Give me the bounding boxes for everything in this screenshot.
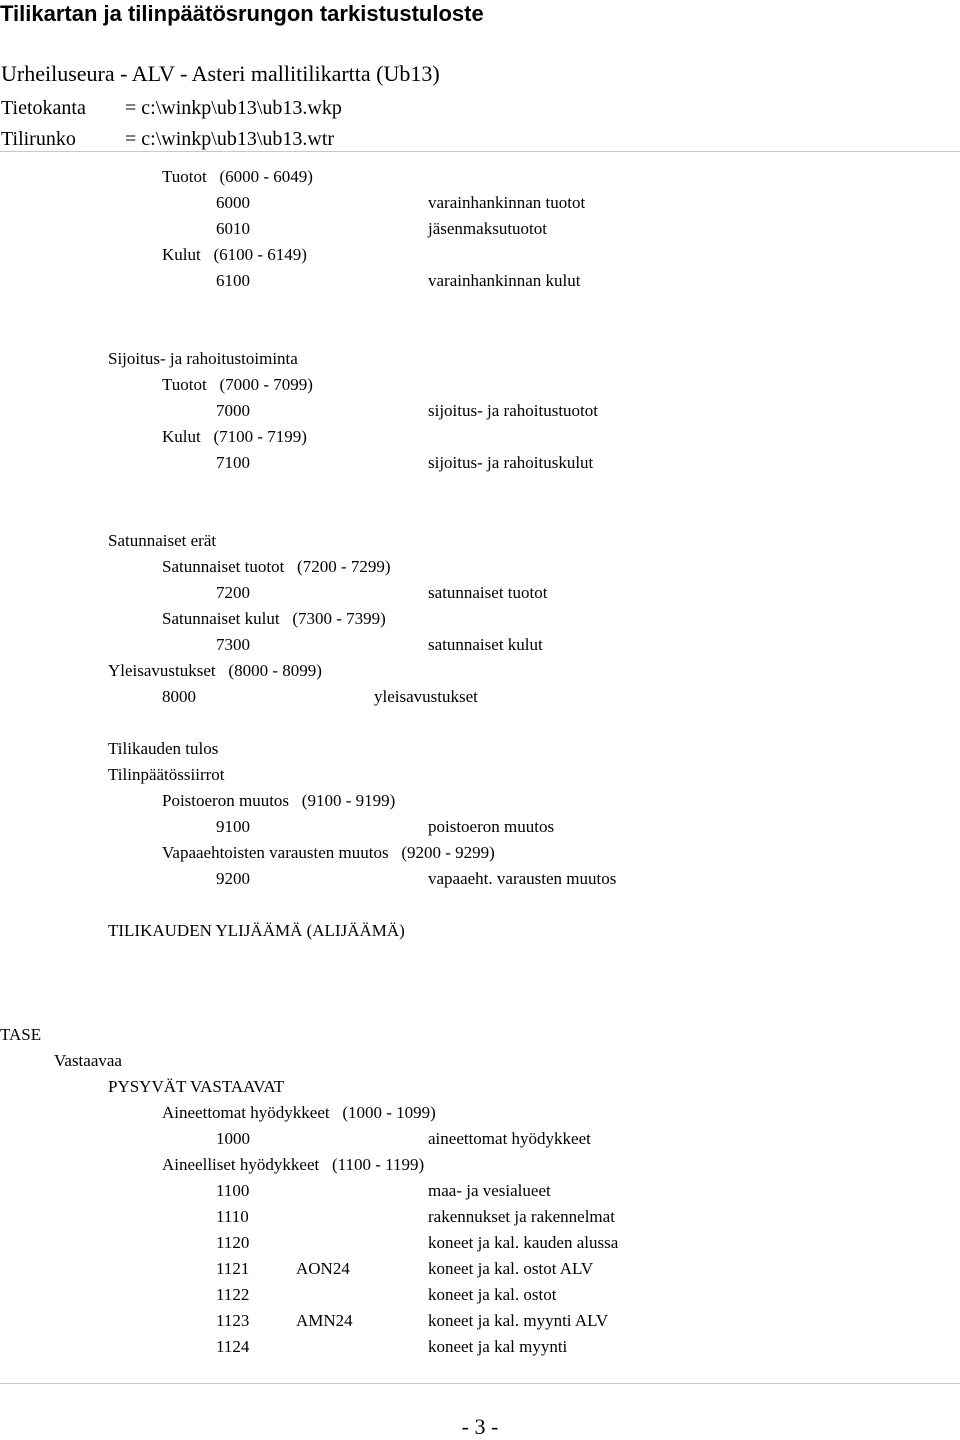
account-description: koneet ja kal myynti <box>428 1337 568 1356</box>
group-heading: Vapaaehtoisten varausten muutos (9200 - 9299) <box>162 843 495 862</box>
account-description: koneet ja kal. kauden alussa <box>428 1233 619 1252</box>
group-heading: Aineelliset hyödykkeet (1100 - 1199) <box>162 1155 425 1174</box>
account-description: sijoitus- ja rahoitustuotot <box>428 401 598 420</box>
account-description: varainhankinnan tuotot <box>428 193 586 212</box>
account-number: 1000 <box>216 1129 250 1148</box>
section-heading: Tilikauden tulos <box>108 739 219 758</box>
account-number: 1110 <box>216 1207 249 1226</box>
meta-label-database: Tietokanta <box>1 97 86 119</box>
account-number: 9100 <box>216 817 250 836</box>
header-divider <box>0 151 960 152</box>
account-number: 7200 <box>216 583 250 602</box>
meta-value-chart: = c:\winkp\ub13\ub13.wtr <box>125 128 335 150</box>
group-heading: Satunnaiset tuotot (7200 - 7299) <box>162 557 391 576</box>
section-heading: Tilinpäätössiirrot <box>108 765 225 784</box>
account-description: yleisavustukset <box>374 687 478 706</box>
account-number: 1121 <box>216 1259 250 1278</box>
section-heading: Yleisavustukset (8000 - 8099) <box>108 661 322 680</box>
group-heading: Kulut (6100 - 6149) <box>162 245 307 264</box>
account-description: vapaaeht. varausten muutos <box>428 869 617 888</box>
group-heading: Tuotot (7000 - 7099) <box>162 375 313 394</box>
account-description: sijoitus- ja rahoituskulut <box>428 453 594 472</box>
account-number: 7100 <box>216 453 250 472</box>
account-number: 6000 <box>216 193 250 212</box>
account-number: 1100 <box>216 1181 250 1200</box>
account-description: koneet ja kal. ostot ALV <box>428 1259 594 1278</box>
meta-value-database: = c:\winkp\ub13\ub13.wkp <box>125 97 342 119</box>
report-title: Tilikartan ja tilinpäätösrungon tarkistustuloste <box>0 1 484 26</box>
account-description: maa- ja vesialueet <box>428 1181 551 1200</box>
account-number: 1120 <box>216 1233 250 1252</box>
account-number: 7300 <box>216 635 250 654</box>
account-description: satunnaiset kulut <box>428 635 543 654</box>
account-number: 6010 <box>216 219 250 238</box>
section-heading: TILIKAUDEN YLIJÄÄMÄ (ALIJÄÄMÄ) <box>108 921 405 940</box>
account-description: jäsenmaksutuotot <box>428 219 547 238</box>
account-description: poistoeron muutos <box>428 817 555 836</box>
account-number: 6100 <box>216 271 250 290</box>
report-subtitle: Urheiluseura - ALV - Asteri mallitilikartta (Ub13) <box>1 61 440 86</box>
section-heading: Sijoitus- ja rahoitustoiminta <box>108 349 298 368</box>
account-description: koneet ja kal. myynti ALV <box>428 1311 609 1330</box>
footer-divider <box>0 1383 960 1384</box>
account-description: koneet ja kal. ostot <box>428 1285 557 1304</box>
group-heading: Tuotot (6000 - 6049) <box>162 167 313 186</box>
account-number: 1122 <box>216 1285 250 1304</box>
account-description: rakennukset ja rakennelmat <box>428 1207 615 1226</box>
account-number: 8000 <box>162 687 196 706</box>
section-heading: PYSYVÄT VASTAAVAT <box>108 1077 285 1096</box>
account-description: aineettomat hyödykkeet <box>428 1129 591 1148</box>
vat-code: AON24 <box>296 1259 350 1278</box>
account-number: 1123 <box>216 1311 250 1330</box>
meta-label-chart: Tilirunko <box>1 128 76 150</box>
section-heading: Vastaavaa <box>54 1051 122 1070</box>
account-description: satunnaiset tuotot <box>428 583 548 602</box>
account-number: 9200 <box>216 869 250 888</box>
account-description: varainhankinnan kulut <box>428 271 581 290</box>
vat-code: AMN24 <box>296 1311 353 1330</box>
group-heading: Satunnaiset kulut (7300 - 7399) <box>162 609 386 628</box>
group-heading: Aineettomat hyödykkeet (1000 - 1099) <box>162 1103 436 1122</box>
group-heading: Kulut (7100 - 7199) <box>162 427 307 446</box>
section-heading: Satunnaiset erät <box>108 531 217 550</box>
account-number: 7000 <box>216 401 250 420</box>
page-number: - 3 - <box>461 1414 499 1439</box>
group-heading: Poistoeron muutos (9100 - 9199) <box>162 791 396 810</box>
account-number: 1124 <box>216 1337 250 1356</box>
section-heading: TASE <box>0 1025 42 1044</box>
